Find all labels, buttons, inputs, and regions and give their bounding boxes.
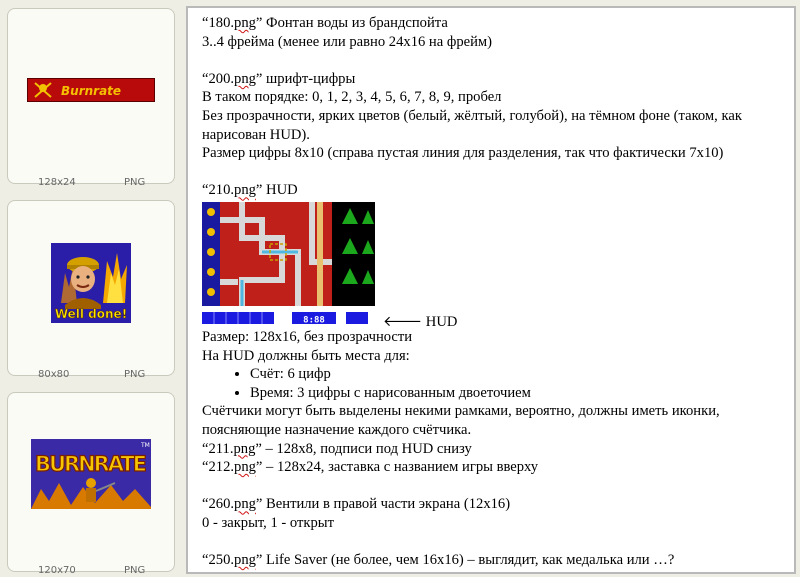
section-210-heading: “210.png” HUD <box>202 182 298 199</box>
section-180-frames: 3..4 фрейма (менее или равно 24x16 на фрейм) <box>202 33 493 50</box>
card-format: PNG <box>124 369 146 380</box>
section-210-counters: Счётчики могут быть выделены некими рамками, вероятно, должны иметь иконки, поясняющие назначение каждого счётчика. <box>202 403 720 438</box>
trademark-text: TM <box>141 442 150 449</box>
section-210-size: Размер: 128x16, без прозрачности <box>202 328 413 345</box>
card-format: PNG <box>124 177 146 188</box>
section-200-order: В таком порядке: 0, 1, 2, 3, 4, 5, 6, 7, 8, 9, пробел <box>202 89 502 106</box>
hud-screenshot-image <box>202 202 375 328</box>
document-page <box>186 6 796 574</box>
thumbnail-card-burnrate-banner[interactable] <box>7 8 175 188</box>
list-item: • Счёт: 6 цифр <box>250 365 780 384</box>
section-260-heading: “260.png” Вентили в правой части экрана (12x16) <box>202 496 511 513</box>
section-180-heading: “180.png” Фонтан воды из брандспойта <box>202 15 448 31</box>
card-dims: 128x24 <box>38 177 76 188</box>
hud-time-digits: 8:88 <box>303 315 325 326</box>
hud-figure <box>202 202 780 331</box>
section-210-places: На HUD должны быть места для: <box>202 347 410 364</box>
well-done-image <box>51 243 131 323</box>
section-200-colors: Без прозрачности, ярких цветов (белый, жёлтый, голубой), на тёмном фоне (таком, как нарисован HUD). <box>202 107 742 143</box>
list-item: • Время: 3 цифры с нарисованным двоеточием <box>250 384 780 403</box>
section-200-heading: “200.png” шрифт-цифры <box>202 70 356 87</box>
burnrate-banner-image <box>27 78 155 102</box>
section-211-line: “211.png” – 128x8, подписи под HUD снизу <box>202 440 472 457</box>
hud-arrow-label: 🡐 HUD <box>383 314 458 331</box>
hud-requirements-list <box>202 365 780 402</box>
section-250-heading: “250.png” Life Saver (не более, чем 16x16) – выглядит, как медалька или …? <box>202 552 675 569</box>
card-dims: 80x80 <box>38 369 70 380</box>
thumbnail-card-well-done[interactable] <box>7 200 175 380</box>
card-dims: 120x70 <box>38 565 76 576</box>
section-212-line: “212.png” – 128x24, заставка с названием игры вверху <box>202 459 539 476</box>
title-logo-text: BURNRATE <box>35 452 147 476</box>
thumbnail-card-burnrate-title[interactable] <box>7 392 175 576</box>
section-200-size: Размер цифры 8x10 (справа пустая линия для разделения, так что фактически 7x10) <box>202 145 724 162</box>
section-260-states: 0 - закрыт, 1 - открыт <box>202 514 334 531</box>
card-format: PNG <box>124 565 146 576</box>
thumbnail-sidebar <box>0 0 182 577</box>
well-done-text: Well done! <box>54 307 128 321</box>
burnrate-title-image <box>31 439 151 509</box>
banner-logo-text: Burnrate <box>61 84 122 98</box>
